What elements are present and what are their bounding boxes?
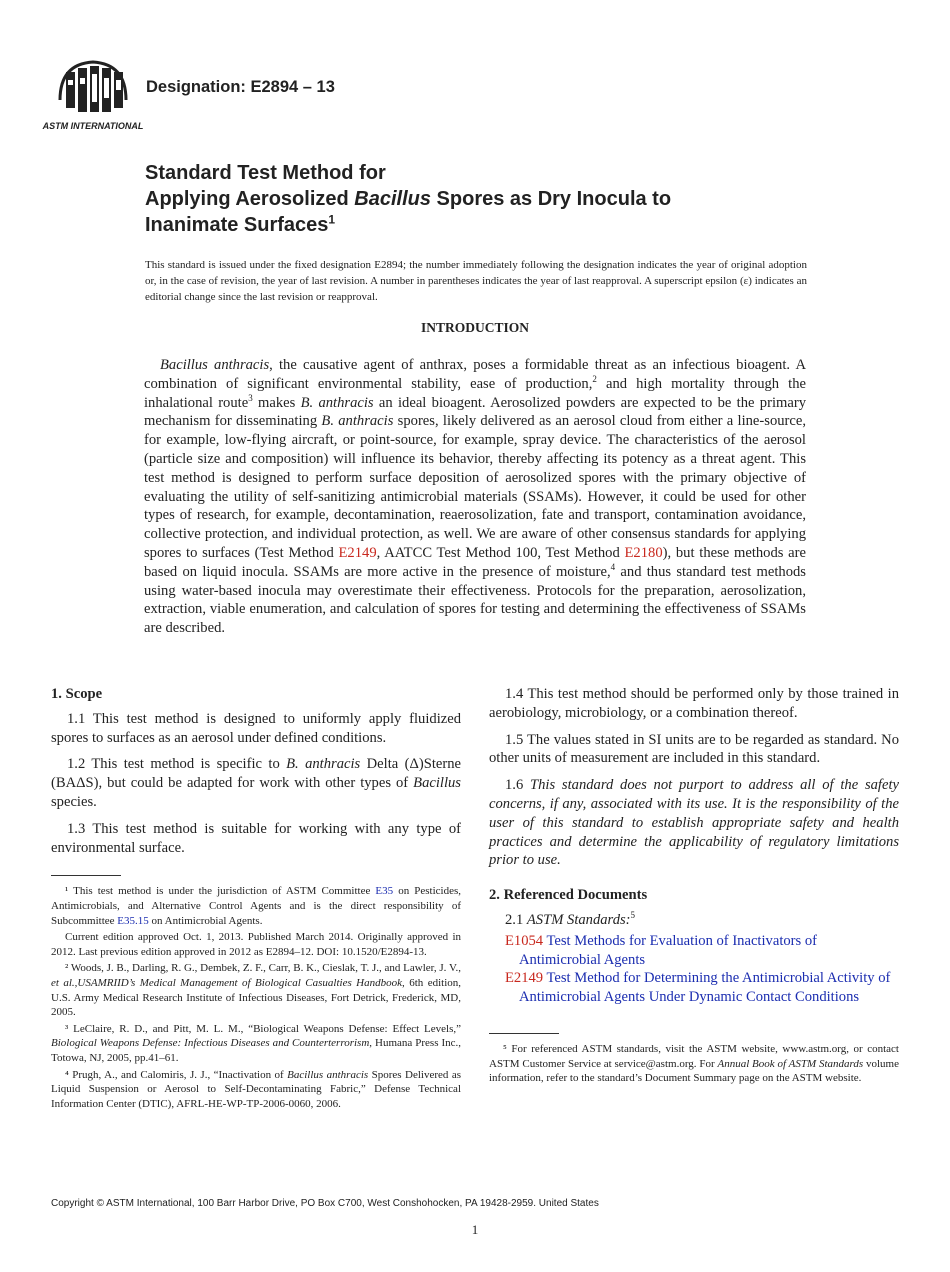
footnote-2: ² Woods, J. B., Darling, R. G., Dembek, Z. F., Carr, B. K., Cieslak, T. J., and Lawler, J. V., et al.,USAMRIID’s Medical Management of Biological Casualties Handbook, 6th edition, U.S. Army Medical Research Institute of Infectious Diseases, Fort Detrick, Frederick, MD, 2005. xyxy=(51,962,461,1019)
introduction-heading: INTRODUCTION xyxy=(420,320,529,335)
footnote-divider xyxy=(489,1033,559,1034)
section-1-4: 1.4 This test method should be performed only by those trained in aerobiology, microbiology, or a combination thereof. xyxy=(489,686,899,721)
footnote-divider xyxy=(51,875,121,876)
section-1-1: 1.1 This test method is designed to uniformly apply fluidized spores to surfaces as an aerosol under defined conditions. xyxy=(51,710,461,746)
reference-code: E1054 xyxy=(505,932,544,949)
copyright-footer: Copyright © ASTM International, 100 Barr Harbor Drive, PO Box C700, West Conshohocken, PA 19428-2959. United States xyxy=(51,1198,599,1209)
footnote-1-edition: Current edition approved Oct. 1, 2013. Published March 2014. Originally approved in 2012. Last previous edition approved in 2012 as E2894–12. DOI: 10.1520/E2894-13. xyxy=(51,931,461,958)
section-1-2: 1.2 This test method is specific to B. anthracis Delta (Δ)Sterne (BAΔS), but could be adapted for work with other types of Bacillus species. xyxy=(51,756,461,810)
section-2-1: 2.1 ASTM Standards:$^5$ xyxy=(505,910,636,928)
left-column xyxy=(51,685,461,1113)
link-e35-15[interactable]: E35.15 xyxy=(117,914,149,927)
designation: Designation: E2894 – 13 xyxy=(146,78,335,96)
referenced-documents-heading: 2. Referenced Documents xyxy=(489,887,648,904)
astm-logo xyxy=(42,58,144,134)
reference-title: Test Methods for Evaluation of Inactivators of Antimicrobial Agents xyxy=(519,932,818,968)
footnote-4: ⁴ Prugh, A., and Calomiris, J. J., “Inactivation of Bacillus anthracis Spores Delivered as Liquid Suspension or Aerosol to Self-Decontaminating Fabric,” Defense Technical Information Center (DTIC), AFRL-HE-WP-TP-2006-0060, 2006. xyxy=(51,1068,461,1110)
title-line-1: Standard Test Method for xyxy=(145,162,386,184)
reference-item[interactable] xyxy=(489,969,899,1007)
title-line-2: Applying Aerosolized Bacillus Spores as Dry Inocula to xyxy=(145,188,672,210)
logo-text: ASTM INTERNATIONAL xyxy=(42,121,144,131)
section-1-6: 1.6 This standard does not purport to address all of the safety concerns, if any, associated with its use. It is the responsibility of the user of this standard to establish appropriate safety and health practices and determine the applicability of regulatory limitations prior to use. xyxy=(489,777,899,869)
section-1-3: 1.3 This test method is suitable for working with any type of environmental surface. xyxy=(51,820,461,856)
section-1-5: 1.5 The values stated in SI units are to be regarded as standard. No other units of measurement are included in this standard. xyxy=(489,731,899,767)
footnote-1: ¹ This test method is under the jurisdiction of ASTM Committee E35 on Pesticides, Antimicrobials, and Alternative Control Agents and is the direct responsibility of Subcommittee E35.15 on Antimicrobial Agents. xyxy=(51,885,462,927)
page-number: 1 xyxy=(471,1222,479,1237)
reference-code: E2149 xyxy=(505,970,544,987)
scope-heading: 1. Scope xyxy=(51,686,103,702)
reference-list xyxy=(489,932,899,1007)
right-column xyxy=(489,685,899,1088)
footnote-3: ³ LeClaire, R. D., and Pitt, M. L. M., “Biological Weapons Defense: Effect Levels,” Biological Weapons Defense: Infectious Diseases and Counterterrorism, Humana Press Inc., Totowa, NJ, 2005, pp.41–61. xyxy=(51,1022,461,1064)
introduction-text: Bacillus anthracis, the causative agent of anthrax, poses a formidable threat as an infectious bioagent. A combination of significant environmental stability, ease of production,$^2$ and high mortality through the inhalational route$^3$ makes B. anthracis an ideal bioagent. Aerosolized powders are expected to be the primary mechanism for disseminating B. anthracis spores, likely delivered as an aerosol cloud from either a line-source, for example, low-flying aircraft, or point-source, for example, spray device. The characteristics of the aerosol (particle size and composition) will influence its behavior, thereby affecting its potency as a threat agent. This test method is designed to perform surface deposition of aerosolized spores with the primary objective of evaluating the utility of self-sanitizing antimicrobial materials (SSAMs). However, it could be used for other types of research, for example, decontamination, reaerosolization, fate and transport, contamination avoidance, collective protection, and individual protection, as well. We are aware of other consensus standards for applying spores to surfaces (Test Method E2149, AATCC Test Method 100, Test Method E2180), but these methods are based on liquid inocula. SSAMs are more active in the presence of moisture,$^4$ and thus standard test methods using water-based inocula may overestimate their effectiveness. Protocols for the preparation, aerosolization, extraction, viable enumeration, and calculation of spores for testing and determining the effectiveness of SSAMs are described. xyxy=(144,357,806,637)
title-line-3: Inanimate Surfaces$^1$ xyxy=(145,212,336,236)
link-e2180[interactable]: E2180 xyxy=(624,544,663,561)
reference-title: Test Method for Determining the Antimicrobial Activity of Antimicrobial Agents Under Dynamic Contact Conditions xyxy=(519,970,891,1006)
standard-notice: This standard is issued under the fixed designation E2894; the number immediately following the designation indicates the year of original adoption or, in the case of revision, the year of last revision. A number in parentheses indicates the year of last reapproval. A superscript epsilon (ε) indicates an editorial change since the last revision or reapproval. xyxy=(145,259,807,303)
page-title xyxy=(145,160,671,238)
footnote-5: ⁵ For referenced ASTM standards, visit the ASTM website, www.astm.org, or contact ASTM Customer Service at service@astm.org. For Annual Book of ASTM Standards volume information, refer to the standard’s Document Summary page on the ASTM website. xyxy=(489,1042,899,1085)
link-e35[interactable]: E35 xyxy=(375,885,394,898)
reference-item[interactable] xyxy=(489,932,899,970)
link-e2149[interactable]: E2149 xyxy=(338,544,377,561)
